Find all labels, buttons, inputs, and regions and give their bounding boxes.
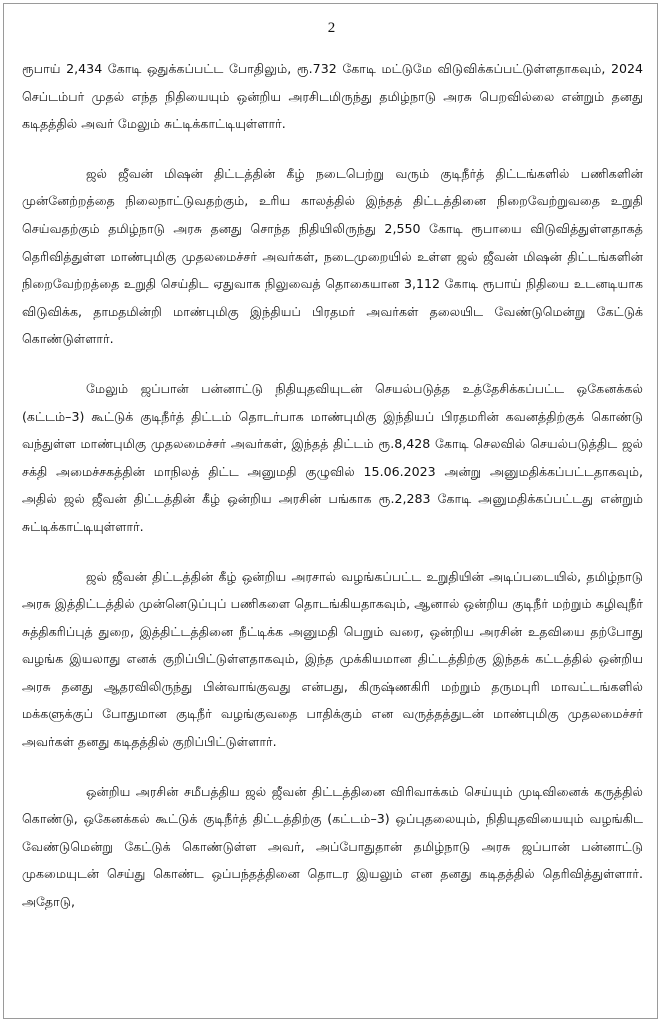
paragraph-3: மேலும் ஜப்பான் பன்னாட்டு நிதியுதவியுடன் செயல்படுத்த உத்தேசிக்கப்பட்ட ஒகேனக்கல் (கட்டம்–3) கூட்டுக் குடிநீர்த் திட்டம் தொடர்பாக மாண்புமிகு இந்தியப் பிரதமரின் கவனத்திற்குக் கொண்டு வந்துள்ள மாண்புமிகு முதலமைச்சர் அவர்கள், இந்தத் திட்டம் ரூ.8,428 கோடி செலவில் செயல்படுத்திட ஜல் சக்தி அமைச்சகத்தின் மாநிலத் திட்ட அனுமதி குழுவில் 15.06.2023 அன்று அனுமதிக்கப்பட்டதாகவும், அதில் ஜல் ஜீவன் திட்டத்தின் கீழ் ஒன்றிய அரசின் பங்காக ரூ.2,283 கோடி அனுமதிக்கப்பட்டது என்றும் சுட்டிக்காட்டியுள்ளார். <box>22 380 643 534</box>
paragraph-5: ஒன்றிய அரசின் சமீபத்திய ஜல் ஜீவன் திட்டத்தினை விரிவாக்கம் செய்யும் முடிவினைக் கருத்தில் கொண்டு, ஒகேனக்கல் கூட்டுக் குடிநீர்த் திட்டத்திற்கு (கட்டம்–3) ஒப்புதலையும், நிதியுதவியையும் வழங்கிட வேண்டுமென்று கேட்டுக் கொண்டுள்ள அவர், அப்போதுதான் தமிழ்நாடு அரசு ஜப்பான் பன்னாட்டு முகமையுடன் செய்து கொண்ட ஒப்பந்தத்தினை தொடர இயலும் என தனது கடிதத்தில் தெரிவித்துள்ளார். அதோடு, <box>22 783 643 910</box>
paragraph-1: ரூபாய் 2,434 கோடி ஒதுக்கப்பட்ட போதிலும், ரூ.732 கோடி மட்டுமே விடுவிக்கப்பட்டுள்ளதாகவும், 2024 செப்டம்பர் முதல் எந்த நிதியையும் ஒன்றிய அரசிடமிருந்து தமிழ்நாடு அரசு பெறவில்லை என்றும் தனது கடிதத்தில் அவர் மேலும் சுட்டிக்காட்டியுள்ளார். <box>22 61 643 132</box>
document-body <box>22 55 643 916</box>
paragraph-2: ஜல் ஜீவன் மிஷன் திட்டத்தின் கீழ் நடைபெற்று வரும் குடிநீர்த் திட்டங்களில் பணிகளின் முன்னேற்றத்தை நிலைநாட்டுவதற்கும், உரிய காலத்தில் இந்தத் திட்டத்தினை நிறைவேற்றுவதை உறுதி செய்வதற்கும் தமிழ்நாடு அரசு தனது சொந்த நிதியிலிருந்து 2,550 கோடி ரூபாயை விடுவித்துள்ளதாகத் தெரிவித்துள்ள மாண்புமிகு முதலமைச்சர் அவர்கள், நடைமுறையில் உள்ள ஜல் ஜீவன் மிஷன் திட்டங்களின் நிறைவேற்றத்தை உறுதி செய்திட ஏதுவாக நிலுவைத் தொகையான 3,112 கோடி ரூபாய் நிதியை உடனடியாக விடுவிக்க, தாமதமின்றி மாண்புமிகு இந்தியப் பிரதமர் அவர்கள் தலையிட வேண்டுமென்று கேட்டுக் கொண்டுள்ளார். <box>22 165 643 347</box>
page-number: 2 <box>327 20 336 36</box>
paragraph-4: ஜல் ஜீவன் திட்டத்தின் கீழ் ஒன்றிய அரசால் வழங்கப்பட்ட உறுதியின் அடிப்படையில், தமிழ்நாடு அரசு இத்திட்டத்தில் முன்னெடுப்புப் பணிகளை தொடங்கியதாகவும், ஆனால் ஒன்றிய குடிநீர் மற்றும் கழிவுநீர் சுத்திகரிப்புத் துறை, இத்திட்டத்தினை நீட்டிக்க அனுமதி பெறும் வரை, ஒன்றிய அரசின் உதவியை தற்போது வழங்க இயலாது எனக் குறிப்பிட்டுள்ளதாகவும், இந்த முக்கியமான திட்டத்திற்கு இந்தக் கட்டத்தில் ஒன்றிய அரசு தனது ஆதரவிலிருந்து பின்வாங்குவது என்பது, கிருஷ்ணகிரி மற்றும் தருமபுரி மாவட்டங்களில் மக்களுக்குப் போதுமான குடிநீர் வழங்குவதை பாதிக்கும் என வருத்தத்துடன் மாண்புமிகு முதலமைச்சர் அவர்கள் தனது கடிதத்தில் குறிப்பிட்டுள்ளார். <box>22 568 643 750</box>
